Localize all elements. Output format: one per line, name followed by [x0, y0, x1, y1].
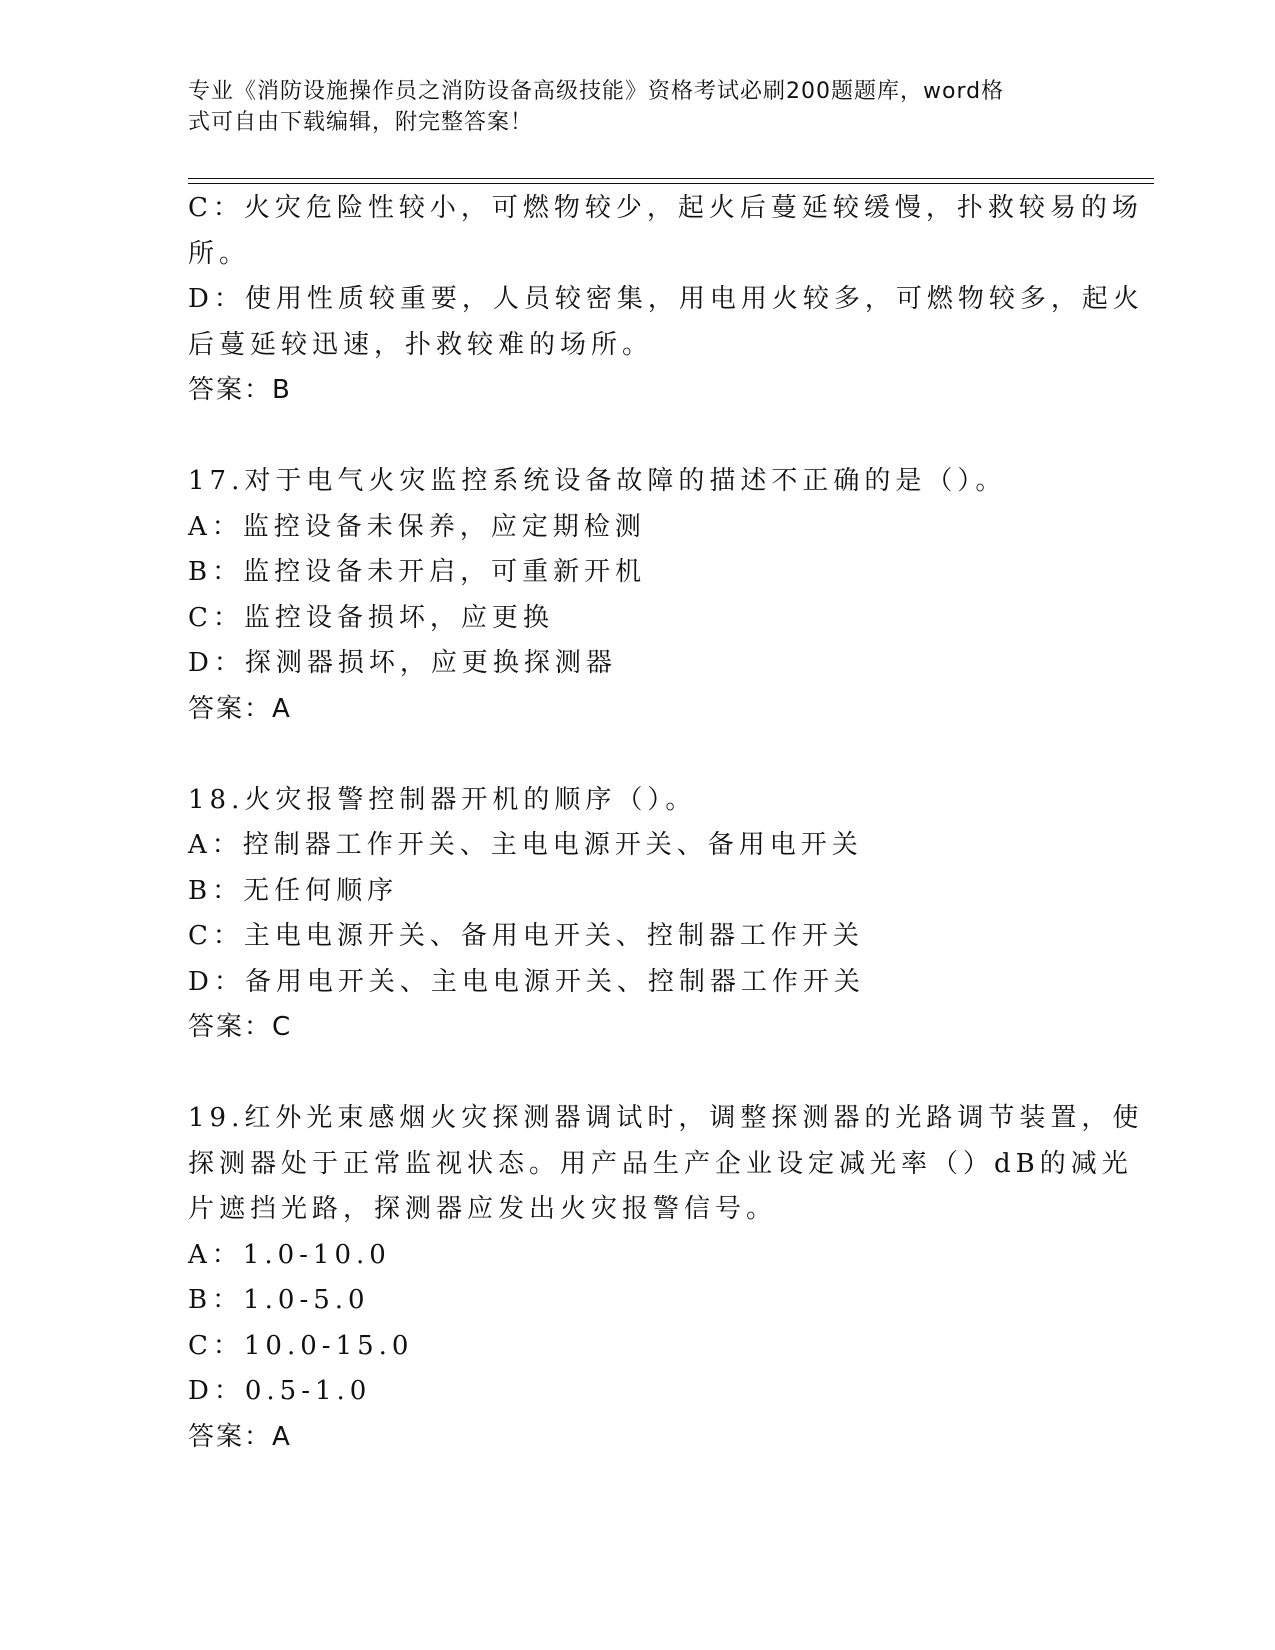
- answer-16: 答案：B: [188, 375, 292, 405]
- q18-option-c: C：主电电源开关、备用电开关、控制器工作开关: [188, 921, 864, 951]
- q18-option-d: D：备用电开关、主电电源开关、控制器工作开关: [188, 966, 865, 997]
- q19-option-b: B：1.0-5.0: [188, 1285, 370, 1315]
- header-line-1: 专业《消防设施操作员之消防设备高级技能》资格考试必刷200题题库，word格: [188, 79, 1005, 104]
- question-18: 18.火灾报警控制器开机的顺序（）。: [188, 784, 697, 815]
- header-divider-bottom: [188, 183, 1154, 184]
- q19-option-a: A：1.0-10.0: [188, 1239, 391, 1270]
- q17-option-b: B：监控设备未开启，可重新开机: [188, 557, 647, 587]
- question-17: 17.对于电气火灾监控系统设备故障的描述不正确的是（）。: [188, 466, 1007, 496]
- question-19-line-1: 19.红外光束感烟火灾探测器调试时，调整探测器的光路调节装置，使: [188, 1103, 1144, 1133]
- answer-19: 答案：A: [188, 1421, 292, 1452]
- answer-17: 答案：A: [188, 693, 292, 724]
- question-19-line-2: 探测器处于正常监视状态。用产品生产企业设定减光率（）dB的减光: [188, 1148, 1133, 1179]
- q17-option-c: C：监控设备损坏，应更换: [188, 602, 554, 633]
- spacer: [188, 1051, 1068, 1097]
- option-c-line-2: 所。: [188, 238, 251, 269]
- spacer: [188, 414, 1068, 460]
- header-divider-top: [188, 178, 1154, 179]
- q17-option-a: A：监控设备未保养，应定期检测: [188, 511, 646, 542]
- question-19-line-3: 片遮挡光路，探测器应发出火灾报警信号。: [188, 1194, 778, 1224]
- question-16-continuation: [188, 186, 1144, 1460]
- option-c-line-1: C：火灾危险性较小，可燃物较少，起火后蔓延较缓慢，扑救较易的场: [188, 193, 1143, 223]
- q18-option-a: A：控制器工作开关、主电电源开关、备用电开关: [188, 830, 863, 860]
- q19-option-c: C：10.0-15.0: [188, 1330, 414, 1361]
- spacer: [188, 732, 1068, 778]
- header-line-2: 式可自由下载编辑，附完整答案！: [188, 110, 534, 135]
- option-d-line-1: D：使用性质较重要，人员较密集，用电用火较多，可燃物较多，起火: [188, 284, 1144, 314]
- option-d-line-2: 后蔓延较迅速，扑救较难的场所。: [188, 329, 654, 360]
- q19-option-d: D：0.5-1.0: [188, 1376, 372, 1406]
- q18-option-b: B：无任何顺序: [188, 875, 399, 906]
- document-header: [188, 76, 1068, 138]
- answer-18: 答案：C: [188, 1012, 293, 1042]
- q17-option-d: D：探测器损坏，应更换探测器: [188, 648, 617, 678]
